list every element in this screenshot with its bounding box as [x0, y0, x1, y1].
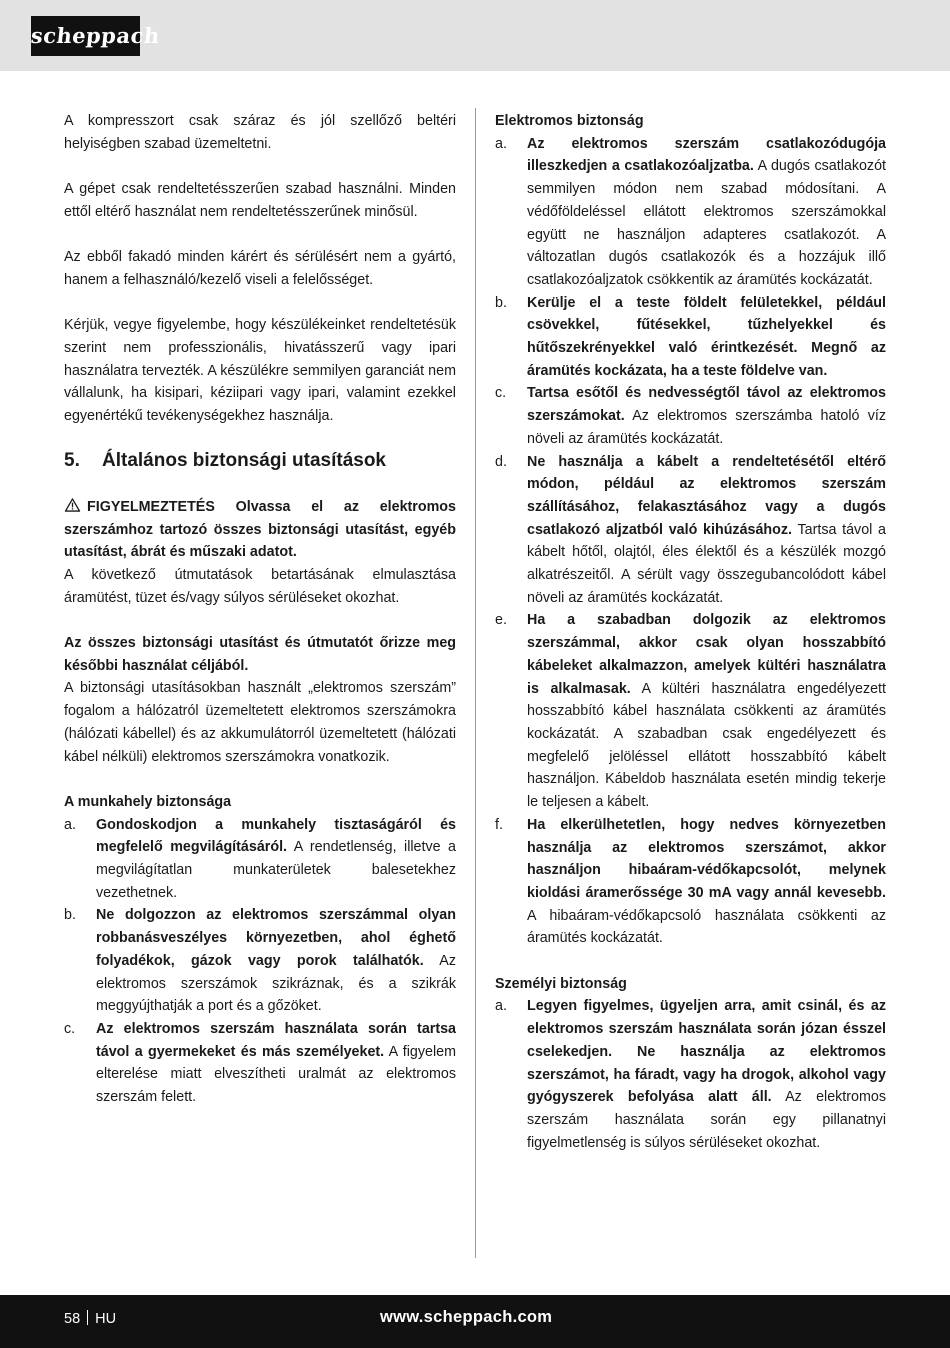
paragraph-liability: Az ebből fakadó minden kárért és sérülésért nem a gyártó, hanem a felhasználó/kezelő viseli a felelősséget.: [64, 249, 456, 288]
list-item-bold: Ha elkerülhetetlen, hogy nedves környezetben használja az elektromos szerszámot, akkor használjon hibaáram-védőkapcsolót, melynek kioldási áramerőssége 30 mA vagy annál kevesebb.: [527, 816, 886, 901]
page-language: HU: [95, 1311, 117, 1327]
list-item-bold: Az elektromos szerszám használata során tartsa távol a gyermekeket és más személyeket.: [96, 1020, 456, 1060]
list-item-text: A kültéri használatra engedélyezett hosszabbító kábel használata csökkenti az áramütés kockázatát. A szabadban csak engedélyezett és megfelelő jelöléssel ellátott hosszabbító kábelt használjon. Kábeldob használata esetén mindig tekerje le teljesen a kábelt.: [527, 680, 886, 811]
list-item-letter: f.: [495, 816, 503, 833]
list-item-text: Az elektromos szerszám használata során egy pillanatnyi figyelmetlenség is súlyos sérüléseket okozhat.: [527, 1089, 886, 1151]
list-item: [495, 292, 886, 383]
list-item: [495, 609, 886, 813]
section-title: Általános biztonsági utasítások: [102, 449, 386, 471]
list-item-bold: Legyen figyelmes, ügyeljen arra, amit csinál, és az elektromos szerszám használata során józan ésszel cselekedjen. Ne használja az elektromos szerszámot, ha fáradt, vagy ha drogok, alkohol vagy gyógyszerek befolyása alatt áll.: [527, 998, 886, 1106]
list-item: [64, 904, 456, 1018]
list-item-letter: c.: [64, 1020, 76, 1037]
list-item: [495, 814, 886, 950]
right-column: [495, 110, 886, 1154]
list-item-letter: a.: [64, 816, 76, 833]
paragraph-compressor-location: A kompresszort csak száraz és jól szellőző beltéri helyiségben szabad üzemeltetni.: [64, 113, 456, 152]
warning-consequence-text: A következő útmutatások betartásának elmulasztása áramütést, tüzet és/vagy súlyos sérüléseket okozhat.: [64, 566, 456, 606]
list-item-text: Az elektromos szerszámok szikráznak, és a szikrák meggyújthatják a port és a gőzöket.: [96, 952, 456, 1015]
section-heading: [64, 448, 456, 474]
list-item-letter: a.: [495, 998, 507, 1015]
list-item-bold: Ha a szabadban dolgozik az elektromos szerszámmal, akkor csak olyan hosszabbító kábeleket alkalmazzon, amelyek kültéri használatra is alkalmasak.: [527, 612, 886, 697]
list-item-letter: b.: [64, 907, 76, 924]
electrical-safety-heading: Elektromos biztonság: [495, 113, 644, 129]
page-number: 58: [64, 1311, 81, 1327]
left-column: [64, 110, 456, 1109]
list-item: [495, 133, 886, 292]
list-item-bold: Gondoskodjon a munkahely tisztaságáról és megfelelő megvilágításáról.: [96, 816, 456, 856]
list-item: [495, 995, 886, 1154]
list-item-letter: a.: [495, 135, 507, 152]
list-item-bold: Ne dolgozzon az elektromos szerszámmal olyan robbanásveszélyes környezetben, ahol éghető folyadékok, gázok vagy porok találhatók.: [96, 907, 456, 969]
list-item-bold: Kerülje el a teste földelt felületekkel, például csövekkel, fűtésekkel, tűzhelyekkel és hűtőszekrényekkel való érintkezését. Megnő az áramütés kockázata, ha a teste földelve van.: [527, 294, 886, 379]
list-item: [495, 382, 886, 450]
personal-safety-list: [495, 995, 886, 1154]
power-tool-definition: A biztonsági utasításokban használt „elektromos szerszám” fogalom a hálózatról üzemeltetett elektromos szerszámokra (hálózati kábellel) és az akkumulátorról üzemeltetett (hálózati kábel nélküli) elektromos szerszámokra vonatkozik.: [64, 680, 456, 765]
warning-bold-text: FIGYELMEZTETÉS Olvassa el az elektromos szerszámhoz tartozó összes biztonsági utasítást, egyéb utasítást, ábrát és műszaki adatot.: [64, 498, 456, 561]
list-item-text: A rendetlenség, illetve a megvilágítatlan munkaterületek balesetekhez vezethetnek.: [96, 839, 456, 901]
list-item-letter: e.: [495, 612, 507, 629]
list-item-text: A figyelem elterelése miatt elveszítheti uralmát az elektromos szerszám felett.: [96, 1043, 456, 1106]
list-item-letter: b.: [495, 294, 507, 311]
list-item-text: A dugós csatlakozót semmilyen módon nem szabad módosítani. A védőföldeléssel ellátott elektromos szerszámokkal együtt ne használjon adapteres csatlakozót. A változatlan dugós csatlakozók és a hozzájuk illő csatlakozóaljzatok csökkentik az áramütés kockázatát.: [527, 158, 886, 288]
list-item-text: Tartsa távol a kábelt hőtől, olajtól, éles élektől és a készülék mozgó alkatrészeitől. A sérült vagy összegubancolódott kábel növeli az áramütés kockázatát.: [527, 521, 886, 606]
brand-logo-text: scheppach: [29, 23, 162, 48]
section-number: 5.: [64, 449, 80, 471]
list-item-bold: Tartsa esőtől és nedvességtől távol az elektromos szerszámokat.: [527, 385, 886, 425]
list-item-text: A hibaáram-védőkapcsoló használata csökkenti az áramütés kockázatát.: [527, 907, 886, 947]
page-number-block: [64, 1310, 116, 1327]
list-item: [64, 1018, 456, 1109]
list-item: [64, 814, 456, 905]
website-link[interactable]: www.scheppach.com: [380, 1308, 553, 1326]
warning-triangle-icon: [64, 498, 81, 512]
list-item-bold: Ne használja a kábelt a rendeltetésétől eltérő módon, például az elektromos szerszám szállításához, felakasztásához vagy a dugós csatlakozó aljzatból való kihúzásához.: [527, 453, 886, 538]
workplace-safety-list: [64, 814, 456, 1109]
personal-safety-heading: Személyi biztonság: [495, 975, 627, 992]
paragraph-intended-use: A gépet csak rendeltetésszerűen szabad használni. Minden ettől eltérő használat nem rendeltetésszerűnek minősül.: [64, 181, 456, 220]
list-item-letter: d.: [495, 453, 507, 470]
page-header: [0, 0, 950, 71]
list-item-bold: Az elektromos szerszám csatlakozódugója illeszkedjen a csatlakozóaljzatba.: [527, 135, 886, 175]
page-footer: [0, 1295, 950, 1348]
page-separator: [87, 1310, 88, 1325]
list-item: [495, 451, 886, 610]
warning-block: [64, 496, 456, 564]
brand-logo: [29, 16, 162, 56]
paragraph-warranty: Kérjük, vegye figyelembe, hogy készülékeinket rendeltetésük szerint nem professzionális, hivatásszerű vagy ipari használatra tervezték. A készülékre semmilyen garanciát nem vállalunk, ha kisipari, kéziipari vagy ipari, valamint ezekkel egyenértékű tevékenységekhez használja.: [64, 317, 456, 425]
list-item-text: Az elektromos szerszámba hatoló víz növeli az áramütés kockázatát.: [527, 408, 886, 447]
keep-instructions-bold: Az összes biztonsági utasítást és útmutatót őrizze meg későbbi használat céljából.: [64, 635, 456, 674]
electrical-safety-list: [495, 133, 886, 950]
workplace-safety-heading: A munkahely biztonsága: [64, 793, 232, 810]
column-divider: [475, 108, 476, 1258]
list-item-letter: c.: [495, 385, 507, 402]
